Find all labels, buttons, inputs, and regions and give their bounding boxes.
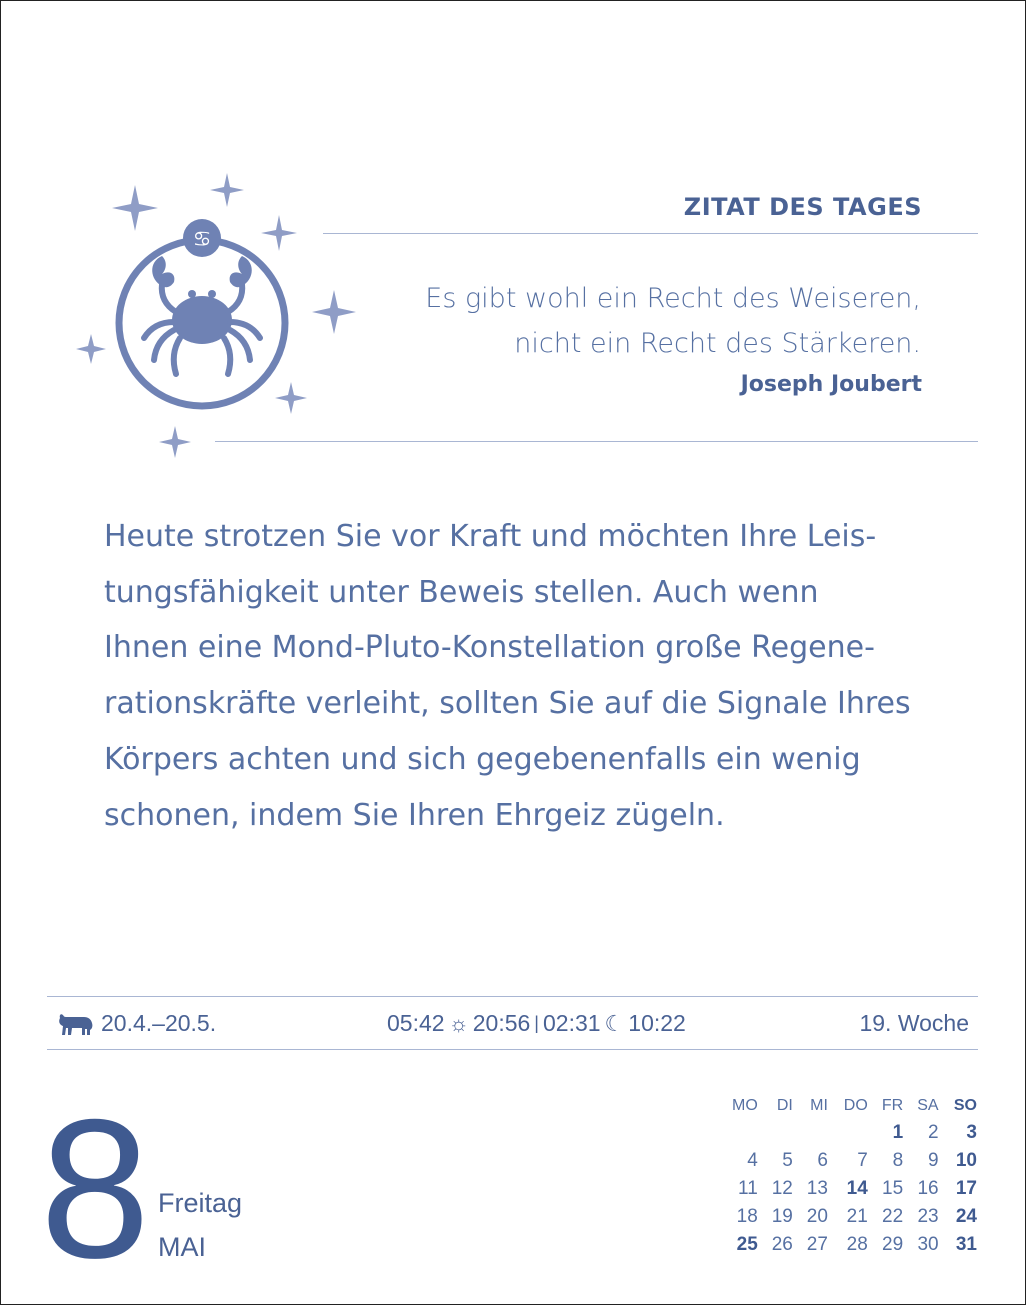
- calendar-day: 2: [928, 1122, 939, 1143]
- calendar-day: 29: [882, 1234, 904, 1255]
- calendar-day: [758, 1119, 793, 1147]
- info-bar: [47, 996, 978, 1050]
- calendar-day: [715, 1119, 758, 1147]
- quote-text: [361, 276, 921, 366]
- horoscope-line: Körpers achten und sich gegebenenfalls ein wenig: [104, 741, 861, 777]
- horoscope-line: tungsfähigkeit unter Beweis stellen. Auch wenn: [104, 574, 819, 610]
- quote-line: nicht ein Recht des Stärkeren.: [514, 328, 921, 359]
- calendar-day: 28: [846, 1234, 868, 1255]
- calendar-day: 3: [966, 1122, 977, 1143]
- week-number: 19. Woche: [859, 1010, 969, 1036]
- mini-calendar: [715, 1093, 977, 1259]
- calendar-week-row: [715, 1147, 977, 1175]
- quote-line: Es gibt wohl ein Recht des Weiseren,: [425, 283, 921, 314]
- calendar-day: 19: [771, 1206, 793, 1227]
- calendar-day: 14: [846, 1178, 868, 1199]
- horoscope-line: Heute strotzen Sie vor Kraft und möchten Ihre Leis-: [104, 519, 877, 554]
- calendar-day: 22: [882, 1206, 904, 1227]
- weekday-header: SO: [953, 1097, 977, 1114]
- calendar-day: 31: [955, 1234, 977, 1255]
- calendar-day: 17: [955, 1178, 977, 1199]
- calendar-day: 1: [892, 1122, 904, 1143]
- moonset-time: 10:22: [628, 1010, 686, 1036]
- calendar-day: 16: [917, 1178, 939, 1199]
- calendar-day: [828, 1119, 868, 1147]
- weekday-header: MO: [732, 1097, 758, 1114]
- calendar-day: [793, 1119, 828, 1147]
- horoscope-line: rationskräfte verleiht, sollten Sie auf die Signale Ihres: [104, 686, 911, 722]
- quote-top-rule: [323, 233, 978, 234]
- calendar-day: 8: [892, 1150, 904, 1171]
- calendar-day: 24: [955, 1206, 977, 1227]
- calendar-day: 21: [846, 1206, 868, 1227]
- crab-icon: [144, 256, 260, 374]
- horoscope-line: Ihnen eine Mond-Pluto-Konstellation große Regene-: [104, 630, 875, 666]
- cancer-emblem: [70, 170, 370, 470]
- horoscope-line: schonen, indem Sie Ihren Ehrgeiz zügeln.: [104, 797, 725, 833]
- month-label: MAI: [158, 1232, 207, 1262]
- calendar-week-row: [715, 1231, 977, 1259]
- calendar-day: 6: [817, 1150, 828, 1171]
- calendar-week-row: [715, 1175, 977, 1203]
- sun-icon: ☼: [448, 1010, 469, 1036]
- quote-bottom-rule: [215, 441, 978, 442]
- zodiac-period-text: 20.4.–20.5.: [101, 1010, 217, 1036]
- bull-icon: [57, 1012, 95, 1036]
- calendar-day: 7: [857, 1150, 868, 1171]
- cancer-symbol-icon: ♋: [192, 227, 212, 251]
- calendar-day: 25: [736, 1234, 758, 1255]
- calendar-day: 10: [955, 1150, 977, 1171]
- day-number: 8: [40, 1078, 147, 1299]
- weekday-header: DI: [776, 1097, 793, 1114]
- calendar-day: 11: [738, 1178, 758, 1199]
- calendar-day: 18: [736, 1206, 758, 1227]
- calendar-day: 9: [928, 1150, 939, 1171]
- sun-moon-times: [387, 1010, 686, 1037]
- quote-heading: ZITAT DES TAGES: [683, 193, 922, 221]
- calendar-week-row: [715, 1119, 977, 1147]
- calendar-day: 26: [771, 1234, 793, 1255]
- weekday-header: SA: [917, 1097, 939, 1114]
- horoscope-text: [104, 509, 924, 843]
- quote-author: Joseph Joubert: [740, 372, 922, 397]
- calendar-day: 5: [782, 1150, 793, 1171]
- sunrise-time: 05:42: [387, 1010, 445, 1036]
- moon-icon: ☾: [604, 1010, 625, 1036]
- weekday-header: FR: [881, 1097, 904, 1114]
- calendar-day: 4: [747, 1150, 758, 1171]
- sunset-time: 20:56: [472, 1010, 531, 1036]
- calendar-day: 15: [882, 1178, 904, 1199]
- calendar-day: 20: [806, 1206, 828, 1227]
- calendar-day: 12: [771, 1178, 793, 1199]
- weekday-header: MI: [810, 1097, 828, 1114]
- calendar-header-row: [715, 1093, 977, 1119]
- moonrise-time: 02:31: [542, 1010, 601, 1036]
- calendar-day: 27: [806, 1234, 828, 1255]
- zodiac-period: [57, 1010, 216, 1037]
- weekday-label: Freitag: [158, 1188, 243, 1218]
- separator: |: [534, 1013, 539, 1033]
- calendar-day: 13: [806, 1178, 828, 1199]
- weekday-header: DO: [843, 1097, 868, 1114]
- calendar-day: 23: [917, 1206, 939, 1227]
- calendar-week-row: [715, 1203, 977, 1231]
- calendar-day: 30: [917, 1234, 939, 1255]
